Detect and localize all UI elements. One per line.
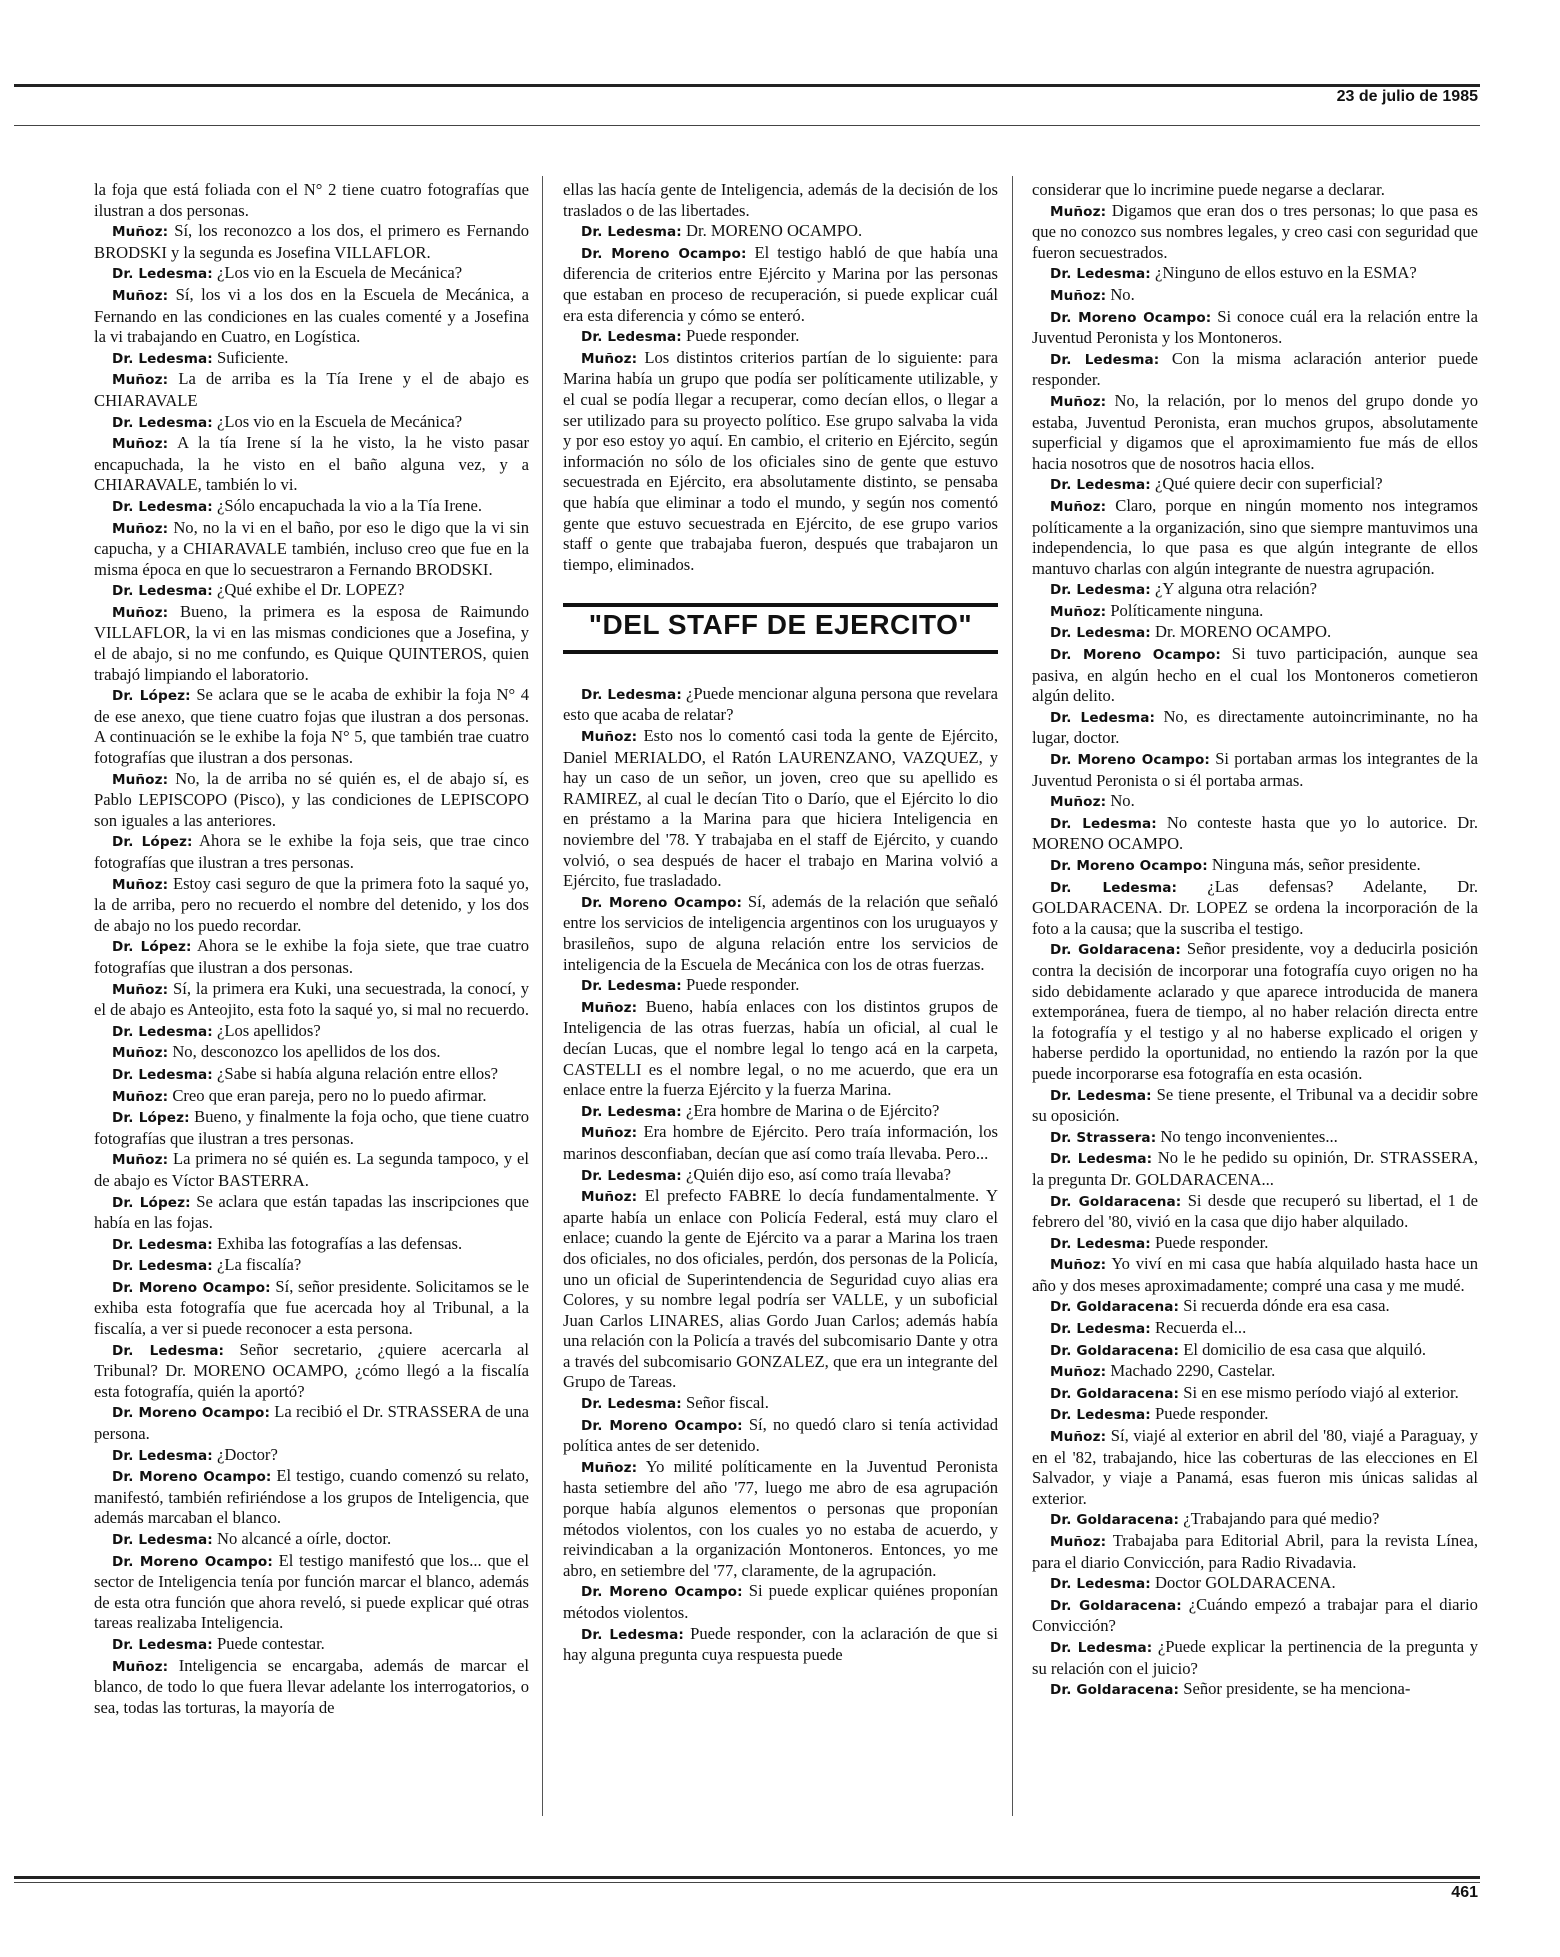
utterance-text: ¿Las defensas? Adelante, Dr. GOLDARACENA. Dr. LOPEZ se ordena la incorporación de la foto a la causa; que la suscriba el testigo. <box>1032 876 1478 938</box>
utterance-text: Sí, no quedó claro si tenía actividad política antes de ser detenido. <box>563 1414 998 1456</box>
utterance-text: Señor fiscal. <box>686 1393 769 1413</box>
speaker-label: Dr. Ledesma: <box>1050 1235 1151 1252</box>
utterance-text: Si puede explicar quiénes proponían métodos violentos. <box>563 1581 998 1622</box>
utterance-text: La primera no sé quién es. La segunda tampoco, y el de abajo es Víctor BASTERRA. <box>94 1149 529 1190</box>
transcript-paragraph <box>1032 391 1478 474</box>
utterance-text: Puede responder. <box>1155 1232 1269 1252</box>
transcript-paragraph <box>563 975 998 997</box>
utterance-text: Sí, los vi a los dos en la Escuela de Mecánica, a Fernando en las condiciones en las cuales comenté y a Josefina la vi trabajando en Cuatro, en Logística. <box>94 284 529 347</box>
speaker-label: Muñoz: <box>581 1189 638 1206</box>
speaker-label: Dr. Moreno Ocampo: <box>1050 858 1208 874</box>
transcript-paragraph <box>1032 1085 1478 1127</box>
speaker-label: Dr. Ledesma: <box>112 414 213 431</box>
transcript-paragraph <box>94 1634 529 1656</box>
speaker-label: Dr. Ledesma: <box>112 1532 213 1548</box>
column-divider <box>1012 176 1013 1816</box>
speaker-label: Muñoz: <box>1050 203 1107 220</box>
header-date: 23 de julio de 1985 <box>1336 88 1478 105</box>
transcript-paragraph <box>563 1186 998 1393</box>
utterance-text: No, la de arriba no sé quién es, el de abajo sí, es Pablo LEPISCOPO (Pisco), y las condiciones de LEPISCOPO son iguales a las anteriores. <box>94 768 529 830</box>
speaker-label: Muñoz: <box>1050 393 1107 410</box>
footer-rule-thick <box>14 1876 1480 1879</box>
utterance-text: Suficiente. <box>217 347 289 367</box>
speaker-label: Dr. Goldaracena: <box>1050 1385 1180 1402</box>
utterance-text: ¿Cuándo empezó a trabajar para el diario Convicción? <box>1032 1594 1478 1636</box>
utterance-text: Esto nos lo comentó casi toda la gente de Ejército, Daniel MERIALDO, el Ratón LAURENZANO, VAZQUEZ, y hay un caso de un señor, un joven, creo que su apellido es RAMIREZ, al cual le decían Tito o Darío, que el Ejército lo dio en préstamo a la Marina para que hiciera Inteligencia en noviembre del '78. Y trabajaba en el staff de Ejército, y cuando volvió, o sea después de hacer el trabajo en Marina volvió a Ejército, fue trasladado. <box>563 726 998 891</box>
utterance-text: Sí, la primera era Kuki, una secuestrada, la conocí, y el de abajo es Anteojito, esta foto la saqué yo, si mal no recuerdo. <box>94 978 529 1020</box>
utterance-text: ellas las hacía gente de Inteligencia, además de la decisión de los traslados o de las libertades. <box>563 180 998 220</box>
speaker-label: Muñoz: <box>112 372 169 389</box>
speaker-label: Dr. Ledesma: <box>112 1636 213 1653</box>
speaker-label: Muñoz: <box>112 876 169 893</box>
transcript-paragraph <box>563 326 998 348</box>
speaker-label: Muñoz: <box>112 1088 169 1105</box>
speaker-label: Dr. Ledesma: <box>1050 351 1160 368</box>
transcript-paragraph <box>1032 855 1478 877</box>
utterance-text: Si desde que recuperó su libertad, el 1 de febrero del '80, vivió en la casa que dijo haber alquilado. <box>1032 1190 1478 1232</box>
utterance-text: El testigo, cuando comenzó su relato, manifestó, también refiriéndose a los grupos de Inteligencia, que además marcaban el blanco. <box>94 1466 529 1528</box>
transcript-paragraph <box>1032 1509 1478 1531</box>
speaker-label: Dr. Moreno Ocampo: <box>581 245 747 262</box>
transcript-paragraph <box>1032 877 1478 940</box>
speaker-label: Dr. Ledesma: <box>1050 266 1151 283</box>
utterance-text: ¿Ninguno de ellos estuvo en la ESMA? <box>1155 263 1417 283</box>
transcript-paragraph <box>1032 601 1478 623</box>
speaker-label: Dr. Ledesma: <box>112 1447 213 1464</box>
transcript-paragraph <box>1032 307 1478 349</box>
utterance-text: Puede responder, con la aclaración de que si hay alguna pregunta cuya respuesta puede <box>563 1623 998 1665</box>
transcript-paragraph <box>94 263 529 285</box>
transcript-paragraph <box>1032 1383 1478 1405</box>
utterance-text: Con la misma aclaración anterior puede responder. <box>1032 348 1478 390</box>
transcript-paragraph <box>94 1466 529 1529</box>
speaker-label: Dr. Ledesma: <box>581 978 682 995</box>
speaker-label: Dr. López: <box>112 1194 191 1211</box>
transcript-paragraph <box>94 874 529 937</box>
utterance-text: Puede responder. <box>1155 1404 1269 1424</box>
transcript-paragraph <box>94 1107 529 1149</box>
transcript-paragraph <box>94 936 529 978</box>
speaker-label: Dr. Goldaracena: <box>1050 1342 1180 1359</box>
utterance-text: Yo milité políticamente en la Juventud Peronista hasta setiembre del año '77, luego me abro de esa agrupación porque había algunos elementos o personas que proponían métodos violentos, con los cuales yo no estaba de acuerdo, y reivindicaban a la organización Montoneros. Entonces, yo me abro, en setiembre del '77, claramente, de la agrupación. <box>563 1456 998 1580</box>
transcript-paragraph <box>94 1255 529 1277</box>
speaker-label: Dr. Moreno Ocampo: <box>112 1405 270 1422</box>
speaker-label: Dr. Ledesma: <box>581 1167 682 1184</box>
transcript-paragraph <box>1032 644 1478 707</box>
transcript-paragraph <box>563 726 998 892</box>
transcript-paragraph <box>1032 474 1478 496</box>
transcript-paragraph <box>1032 707 1478 749</box>
transcript-paragraph <box>1032 1127 1478 1149</box>
transcript-paragraph <box>94 1445 529 1467</box>
speaker-label: Dr. Ledesma: <box>1050 1087 1152 1104</box>
transcript-paragraph <box>94 1042 529 1064</box>
transcript-paragraph <box>94 979 529 1021</box>
speaker-label: Muñoz: <box>112 520 169 537</box>
utterance-text: ¿Los vio en la Escuela de Mecánica? <box>217 411 463 431</box>
transcript-paragraph <box>1032 1573 1478 1595</box>
utterance-text: Ninguna más, señor presidente. <box>1211 855 1421 874</box>
utterance-text: Se aclara que están tapadas las inscripciones que había en las fojas. <box>94 1191 529 1233</box>
speaker-label: Dr. Goldaracena: <box>1050 1682 1180 1699</box>
column-divider <box>542 176 543 1816</box>
utterance-text: No conteste hasta que yo lo autorice. Dr. MORENO OCAMPO. <box>1032 812 1478 854</box>
speaker-label: Dr. Moreno Ocampo: <box>1050 309 1212 326</box>
utterance-text: ¿Trabajando para qué medio? <box>1183 1509 1380 1529</box>
transcript-paragraph <box>94 221 529 263</box>
speaker-label: Muñoz: <box>112 1152 169 1169</box>
utterance-text: El testigo habló de que había una diferencia de criterios entre Ejército y Marina por las personas que estaban en proceso de recuperación, si puede explicar cuál era esta diferencia y cómo se enteró. <box>563 242 998 325</box>
utterance-text: Recuerda el... <box>1155 1318 1247 1338</box>
speaker-label: Muñoz: <box>581 1459 638 1476</box>
speaker-label: Dr. Ledesma: <box>112 350 213 367</box>
transcript-paragraph <box>563 180 998 221</box>
transcript-paragraph <box>94 1402 529 1444</box>
header-rule-thin <box>14 125 1480 126</box>
transcript-paragraph <box>94 1021 529 1043</box>
utterance-text: ¿Los apellidos? <box>217 1020 321 1040</box>
speaker-label: Dr. Goldaracena: <box>1050 1597 1182 1614</box>
utterance-text: Trabajaba para Editorial Abril, para la revista Línea, para el diario Convicción, para Radio Rivadavia. <box>1032 1531 1478 1572</box>
speaker-label: Dr. Goldaracena: <box>1050 1193 1182 1210</box>
utterance-text: Se aclara que se le acaba de exhibir la foja N° 4 de ese anexo, que tiene cuatro fojas que ilustran a dos personas. A continuación se le exhibe la foja N° 5, que también trae cuatro fotografías que ilustran a dos personas. <box>94 685 529 768</box>
transcript-paragraph <box>563 1101 998 1123</box>
utterance-text: Ahora se le exhibe la foja seis, que trae cinco fotografías que ilustran a tres personas. <box>94 831 529 872</box>
transcript-paragraph <box>1032 939 1478 1084</box>
utterance-text: considerar que lo incrimine puede negarse a declarar. <box>1032 180 1385 199</box>
speaker-label: Muñoz: <box>1050 287 1107 304</box>
utterance-text: No tengo inconvenientes... <box>1160 1126 1338 1146</box>
utterance-text: ¿Puede explicar la pertinencia de la pregunta y su relación con el juicio? <box>1032 1636 1478 1678</box>
transcript-paragraph <box>563 1165 998 1187</box>
utterance-text: Sí, además de la relación que señaló entre los servicios de inteligencia argentinos con los uruguayos y brasileños, supo de alguna relación entre los servicios de inteligencia de la Escuela de Mecánica con los de otras fuerzas. <box>563 891 998 974</box>
utterance-text: Era hombre de Ejército. Pero traía información, los marinos desconfiaban, decían que así como traía llevaba. Pero... <box>563 1122 998 1163</box>
utterance-text: Se tiene presente, el Tribunal va a decidir sobre su oposición. <box>1032 1084 1478 1126</box>
utterance-text: Sí, viajé al exterior en abril del '80, viajé a Paraguay, y en el '82, trabajando, hice las coberturas de las elecciones en El Salvador, y viaje a Panamá, esas fueron mis únicas salidas al exterior. <box>1032 1426 1478 1508</box>
utterance-text: El domicilio de esa casa que alquiló. <box>1183 1339 1427 1359</box>
transcript-paragraph <box>563 1457 998 1582</box>
transcript-paragraph <box>1032 1148 1478 1190</box>
transcript-paragraph <box>1032 1637 1478 1679</box>
utterance-text: ¿Los vio en la Escuela de Mecánica? <box>217 263 463 283</box>
utterance-text: No, desconozco los apellidos de los dos. <box>172 1042 441 1062</box>
utterance-text: ¿Puede mencionar alguna persona que revelara esto que acaba de relatar? <box>563 683 998 725</box>
section-headline-box <box>563 603 998 654</box>
speaker-label: Dr. Ledesma: <box>112 1066 213 1083</box>
utterance-text: Puede responder. <box>686 975 800 995</box>
transcript-paragraph <box>94 1192 529 1234</box>
transcript-paragraph <box>94 1149 529 1191</box>
speaker-label: Muñoz: <box>581 729 638 746</box>
speaker-label: Dr. Ledesma: <box>581 329 682 346</box>
speaker-label: Dr. Ledesma: <box>112 583 213 600</box>
utterance-text: Señor presidente, se ha menciona- <box>1183 1679 1411 1699</box>
transcript-paragraph <box>563 348 998 576</box>
utterance-text: Si tuvo participación, aunque sea pasiva, en algún hecho en el cual los Montoneros cometieron algún delito. <box>1032 644 1478 706</box>
utterance-text: Bueno, había enlaces con los distintos grupos de Inteligencia de las otras fuerzas, había un oficial, al cual le decían Lucas, que el nombre legal lo tengo acá en la carpeta, CASTELLI es el nombre legal, o no me acuerdo, que era un enlace entre la fuerza Ejército y la fuerza Marina. <box>563 996 998 1100</box>
transcript-paragraph <box>1032 349 1478 391</box>
speaker-label: Muñoz: <box>1050 1364 1107 1381</box>
transcript-paragraph <box>1032 813 1478 855</box>
utterance-text: ¿Y alguna otra relación? <box>1155 579 1318 599</box>
speaker-label: Muñoz: <box>1050 498 1107 515</box>
utterance-text: Bueno, la primera es la esposa de Raimundo VILLAFLOR, la vi en las mismas condiciones que a Josefina, y el de abajo, si no me confundo, es Quique QUINTEROS, quien trabajó limpiando el laboratorio. <box>94 601 529 684</box>
speaker-label: Dr. Goldaracena: <box>1050 1299 1180 1316</box>
speaker-label: Dr. Strassera: <box>1050 1129 1157 1146</box>
speaker-label: Dr. Ledesma: <box>112 1258 213 1275</box>
utterance-text: ¿Quién dijo eso, así como traía llevaba? <box>686 1164 951 1184</box>
speaker-label: Dr. Ledesma: <box>1050 709 1156 726</box>
transcript-paragraph <box>94 285 529 348</box>
speaker-label: Dr. Ledesma: <box>581 1626 684 1643</box>
transcript-paragraph <box>1032 1318 1478 1340</box>
utterance-text: Si conoce cuál era la relación entre la Juventud Peronista y los Montoneros. <box>1032 306 1478 348</box>
utterance-text: ¿Sólo encapuchada la vio a la Tía Irene. <box>217 495 483 515</box>
transcript-paragraph <box>563 684 998 726</box>
utterance-text: Dr. MORENO OCAMPO. <box>686 221 863 241</box>
transcript-paragraph <box>563 1415 998 1457</box>
transcript-paragraph <box>1032 263 1478 285</box>
speaker-label: Muñoz: <box>1050 1257 1107 1274</box>
speaker-label: Dr. Ledesma: <box>581 1103 682 1120</box>
utterance-text: No le he pedido su opinión, Dr. STRASSERA, la pregunta Dr. GOLDARACENA... <box>1032 1148 1478 1189</box>
speaker-label: Muñoz: <box>581 1125 638 1142</box>
transcript-paragraph <box>94 1340 529 1403</box>
utterance-text: Estoy casi seguro de que la primera foto la saqué yo, la de arriba, pero no recuerdo el nombre del detenido, y los dos de abajo no los puedo recordar. <box>94 873 529 935</box>
speaker-label: Muñoz: <box>112 224 169 241</box>
utterance-text: Puede contestar. <box>217 1633 325 1653</box>
speaker-label: Dr. Ledesma: <box>112 1236 213 1253</box>
speaker-label: Dr. Goldaracena: <box>1050 942 1181 959</box>
speaker-label: Dr. Ledesma: <box>581 224 682 241</box>
speaker-label: Dr. Moreno Ocampo: <box>581 1417 743 1434</box>
transcript-paragraph <box>1032 1233 1478 1255</box>
utterance-text: La recibió el Dr. STRASSERA de una persona. <box>94 1402 529 1444</box>
speaker-label: Dr. Goldaracena: <box>1050 1512 1180 1529</box>
speaker-label: Dr. Moreno Ocampo: <box>1050 752 1210 769</box>
utterance-text: No. <box>1110 791 1135 811</box>
utterance-text: Sí, señor presidente. Solicitamos se le exhiba esta fotografía que fue acercada hoy al Tribunal, a la fiscalía, a ver si puede reconocer a esta persona. <box>94 1276 529 1339</box>
speaker-label: Muñoz: <box>112 1045 169 1062</box>
transcript-paragraph <box>94 412 529 434</box>
speaker-label: Muñoz: <box>112 771 169 788</box>
transcript-paragraph <box>94 1277 529 1340</box>
transcript-paragraph <box>1032 1340 1478 1362</box>
speaker-label: Dr. López: <box>112 834 193 851</box>
transcript-paragraph <box>94 1551 529 1634</box>
utterance-text: No. <box>1110 284 1135 304</box>
transcript-paragraph <box>1032 791 1478 813</box>
speaker-label: Dr. Moreno Ocampo: <box>112 1553 273 1570</box>
utterance-text: Políticamente ninguna. <box>1110 600 1264 620</box>
footer-rule-thin <box>14 1882 1480 1883</box>
utterance-text: ¿Qué exhibe el Dr. LOPEZ? <box>217 580 405 600</box>
utterance-text: Doctor GOLDARACENA. <box>1155 1573 1336 1593</box>
utterance-text: Yo viví en mi casa que había alquilado hasta hace un año y dos meses aproximadamente; compré una casa y me mudé. <box>1032 1254 1478 1295</box>
transcript-paragraph <box>94 433 529 496</box>
utterance-text: El prefecto FABRE lo decía fundamentalmente. Y aparte había un enlace con Policía Federal, está muy claro el enlace; cuando la gente de Ejército va a parar a Marina los traen dos oficiales, no dos oficiales, perdón, dos personas de la Policía, uno un oficial de Superintendencia de Seguridad cuyo alias era Colores, y su nombre legal podría ser VALLE, y un suboficial Juan Carlos LINARES, alias Gordo Juan Carlos; además había una relación con la Policía a través del subcomisario Dante y otra a través del subcomisario GONZALEZ, que era un integrante del Grupo de Tareas. <box>563 1186 998 1392</box>
speaker-label: Dr. Ledesma: <box>1050 815 1157 832</box>
transcript-paragraph <box>94 518 529 581</box>
utterance-text: Si portaban armas los integrantes de la Juventud Peronista o si él portaba armas. <box>1032 749 1478 790</box>
utterance-text: Creo que eran pareja, pero no lo puedo afirmar. <box>172 1085 487 1105</box>
transcript-paragraph <box>1032 749 1478 791</box>
speaker-label: Dr. Ledesma: <box>1050 582 1151 599</box>
transcript-paragraph <box>1032 1531 1478 1573</box>
speaker-label: Dr. Ledesma: <box>1050 1639 1153 1656</box>
utterance-text: El testigo manifestó que los... que el sector de Inteligencia tenía por función marcar el blanco, además de esta otra función que ahora reveló, si puede explicar qué otras tareas realizaba Inteligencia. <box>94 1550 529 1633</box>
transcript-paragraph <box>94 1529 529 1551</box>
transcript-paragraph <box>563 243 998 326</box>
utterance-text: A la tía Irene sí la he visto, la he visto pasar encapuchada, la he visto en el baño alguna vez, y a CHIARAVALE, también lo vi. <box>94 433 529 495</box>
transcript-paragraph <box>94 1656 529 1719</box>
utterance-text: No, es directamente autoincriminante, no ha lugar, doctor. <box>1032 706 1478 748</box>
transcript-paragraph <box>94 602 529 685</box>
transcript-paragraph <box>94 180 529 221</box>
speaker-label: Muñoz: <box>581 999 638 1016</box>
speaker-label: Muñoz: <box>112 436 169 453</box>
speaker-label: Dr. López: <box>112 939 192 956</box>
speaker-label: Dr. López: <box>112 688 191 705</box>
speaker-label: Dr. Ledesma: <box>112 1342 225 1359</box>
transcript-paragraph <box>563 1624 998 1666</box>
transcript-paragraph <box>1032 1426 1478 1509</box>
speaker-label: Dr. Moreno Ocampo: <box>112 1279 271 1296</box>
speaker-label: Dr. Ledesma: <box>1050 1321 1151 1338</box>
transcript-paragraph <box>563 221 998 243</box>
utterance-text: ¿Sabe si había alguna relación entre ellos? <box>217 1063 499 1083</box>
utterance-text: La de arriba es la Tía Irene y el de abajo es CHIARAVALE <box>94 369 529 410</box>
speaker-label: Dr. Ledesma: <box>581 1396 682 1413</box>
speaker-label: Dr. Moreno Ocampo: <box>581 894 743 911</box>
speaker-label: Dr. Ledesma: <box>112 1023 213 1040</box>
transcript-paragraph <box>563 1393 998 1415</box>
speaker-label: Dr. Ledesma: <box>112 266 213 283</box>
utterance-text: Inteligencia se encargaba, además de marcar el blanco, de todo lo que fuera llevar adelante los interrogatorios, o sea, todas las torturas, la mayoría de <box>94 1655 529 1717</box>
speaker-label: Dr. López: <box>112 1110 190 1127</box>
speaker-label: Muñoz: <box>1050 603 1107 620</box>
utterance-text: Digamos que eran dos o tres personas; lo que pasa es que no conozco sus nombres legales, y creo casi con seguridad que fueron secuestrados. <box>1032 200 1478 262</box>
utterance-text: la foja que está foliada con el N° 2 tiene cuatro fotografías que ilustran a dos personas. <box>94 180 529 220</box>
utterance-text: Claro, porque en ningún momento nos integramos políticamente a la organización, sino que siempre mantuvimos una independencia, lo que pasa es que algún integrante de ellos mantuvo charlas con algún integrante de nuestra agrupación. <box>1032 495 1478 578</box>
section-headline: "DEL STAFF DE EJERCITO" <box>588 609 973 641</box>
transcript-paragraph <box>563 1122 998 1164</box>
utterance-text: Puede responder. <box>686 326 800 346</box>
transcript-paragraph <box>563 997 998 1101</box>
speaker-label: Dr. Moreno Ocampo: <box>1050 647 1221 664</box>
speaker-label: Muñoz: <box>1050 1534 1107 1550</box>
transcript-paragraph <box>94 831 529 873</box>
transcript-paragraph <box>1032 1296 1478 1318</box>
speaker-label: Muñoz: <box>112 981 169 998</box>
utterance-text: No alcancé a oírle, doctor. <box>217 1529 392 1548</box>
speaker-label: Muñoz: <box>112 604 169 621</box>
text-column-3 <box>1032 180 1478 1850</box>
speaker-label: Dr. Moreno Ocampo: <box>112 1469 272 1486</box>
transcript-paragraph <box>1032 579 1478 601</box>
transcript-paragraph <box>1032 1254 1478 1296</box>
speaker-label: Dr. Ledesma: <box>112 498 213 515</box>
utterance-text: Ahora se le exhibe la foja siete, que trae cuatro fotografías que ilustran a dos personas. <box>94 936 529 977</box>
transcript-paragraph <box>1032 622 1478 644</box>
utterance-text: Los distintos criterios partían de lo siguiente: para Marina había un grupo que podía ser políticamente utilizable, y el cual se podía llegar a recuperar, como decían ellos, o llegar a ser utilizado para su proyecto político. Ese grupo salvaba la vida y por eso estoy yo aquí. En cambio, el criterio en Ejército, según información no sólo de los oficiales sino de gente que estuvo secuestrada en Ejército, era absolutamente distinto, se pensaba que había que eliminar a todo el mundo, y según nos comentó gente que estuvo secuestrada en Ejército, de ese grupo varios staff o gente que trabajaba fueron, después que trabajaron un tiempo, eliminados. <box>563 347 998 574</box>
utterance-text: ¿Doctor? <box>217 1444 278 1464</box>
header-rule-thick <box>14 84 1480 87</box>
utterance-text: Señor presidente, voy a deducirla posición contra la decisión de incorporar una fotografía cuyo origen no ha sido debidamente aclarado y que aparece introducida de manera extemporánea, fuera de tiempo, al no haber relación directa entre la fotografía y el testigo y al no haberse explicado el origen y haberse perdido la oportunidad, no entiendo la razón por la que puede incorporarse esa fotografía en esta ocasión. <box>1032 939 1478 1083</box>
utterance-text: ¿Era hombre de Marina o de Ejército? <box>686 1100 940 1120</box>
utterance-text: Señor secretario, ¿quiere acercarla al Tribunal? Dr. MORENO OCAMPO, ¿cómo llegó a la fiscalía esta fotografía, quién la aportó? <box>94 1339 529 1401</box>
utterance-text: Bueno, y finalmente la foja ocho, que tiene cuatro fotografías que ilustran a tres personas. <box>94 1107 529 1148</box>
speaker-label: Muñoz: <box>112 287 169 304</box>
utterance-text: Exhiba las fotografías a las defensas. <box>217 1233 463 1253</box>
transcript-paragraph <box>1032 1404 1478 1426</box>
transcript-paragraph <box>563 892 998 975</box>
utterance-text: ¿Qué quiere decir con superficial? <box>1155 474 1383 494</box>
transcript-paragraph <box>1032 285 1478 307</box>
transcript-paragraph <box>1032 180 1478 201</box>
speaker-label: Dr. Ledesma: <box>1050 625 1151 642</box>
text-column-1 <box>94 180 529 1850</box>
speaker-label: Muñoz: <box>112 1658 169 1675</box>
transcript-paragraph <box>1032 1595 1478 1637</box>
transcript-paragraph <box>94 685 529 768</box>
transcript-paragraph <box>1032 1361 1478 1383</box>
utterance-text: No, no la vi en el baño, por eso le digo que la vi sin capucha, y a CHIARAVALE también, incluso creo que fue en la misma época en que lo secuestraron a Fernando BRODSKI. <box>94 517 529 579</box>
transcript-paragraph <box>1032 1191 1478 1233</box>
speaker-label: Dr. Ledesma: <box>1050 1576 1151 1593</box>
transcript-paragraph <box>1032 201 1478 264</box>
speaker-label: Dr. Ledesma: <box>1050 1151 1153 1168</box>
speaker-label: Dr. Ledesma: <box>581 686 682 703</box>
transcript-paragraph <box>1032 496 1478 579</box>
utterance-text: Si recuerda dónde era esa casa. <box>1183 1296 1390 1316</box>
transcript-paragraph <box>94 496 529 518</box>
speaker-label: Dr. Ledesma: <box>1050 1407 1151 1424</box>
utterance-text: Dr. MORENO OCAMPO. <box>1155 622 1332 642</box>
speaker-label: Muñoz: <box>581 350 638 367</box>
utterance-text: No, la relación, por lo menos del grupo donde yo estaba, Juventud Peronista, eran muchos grupos, absolutamente superficial y digamos que el aproximamiento fue más de ellos hacia nosotros que de nosotros hacia ellos. <box>1032 390 1478 473</box>
speaker-label: Dr. Moreno Ocampo: <box>581 1584 743 1601</box>
transcript-paragraph <box>1032 1679 1478 1701</box>
utterance-text: Machado 2290, Castelar. <box>1110 1361 1276 1381</box>
speaker-label: Dr. Ledesma: <box>1050 879 1178 896</box>
utterance-text: Si en ese mismo período viajó al exterior. <box>1183 1382 1459 1402</box>
page-number: 461 <box>1451 1884 1478 1901</box>
text-column-2 <box>563 180 998 1850</box>
transcript-paragraph <box>94 769 529 832</box>
transcript-paragraph <box>94 348 529 370</box>
utterance-text: Sí, los reconozco a los dos, el primero es Fernando BRODSKI y la segunda es Josefina VILLAFLOR. <box>94 221 529 262</box>
transcript-paragraph <box>563 1581 998 1623</box>
utterance-text: ¿La fiscalía? <box>217 1255 302 1275</box>
transcript-paragraph <box>94 1064 529 1086</box>
speaker-label: Muñoz: <box>1050 1429 1107 1446</box>
transcript-paragraph <box>94 1234 529 1256</box>
transcript-paragraph <box>94 580 529 602</box>
speaker-label: Muñoz: <box>1050 794 1107 811</box>
transcript-paragraph <box>94 1086 529 1108</box>
transcript-paragraph <box>94 369 529 411</box>
speaker-label: Dr. Ledesma: <box>1050 477 1151 494</box>
